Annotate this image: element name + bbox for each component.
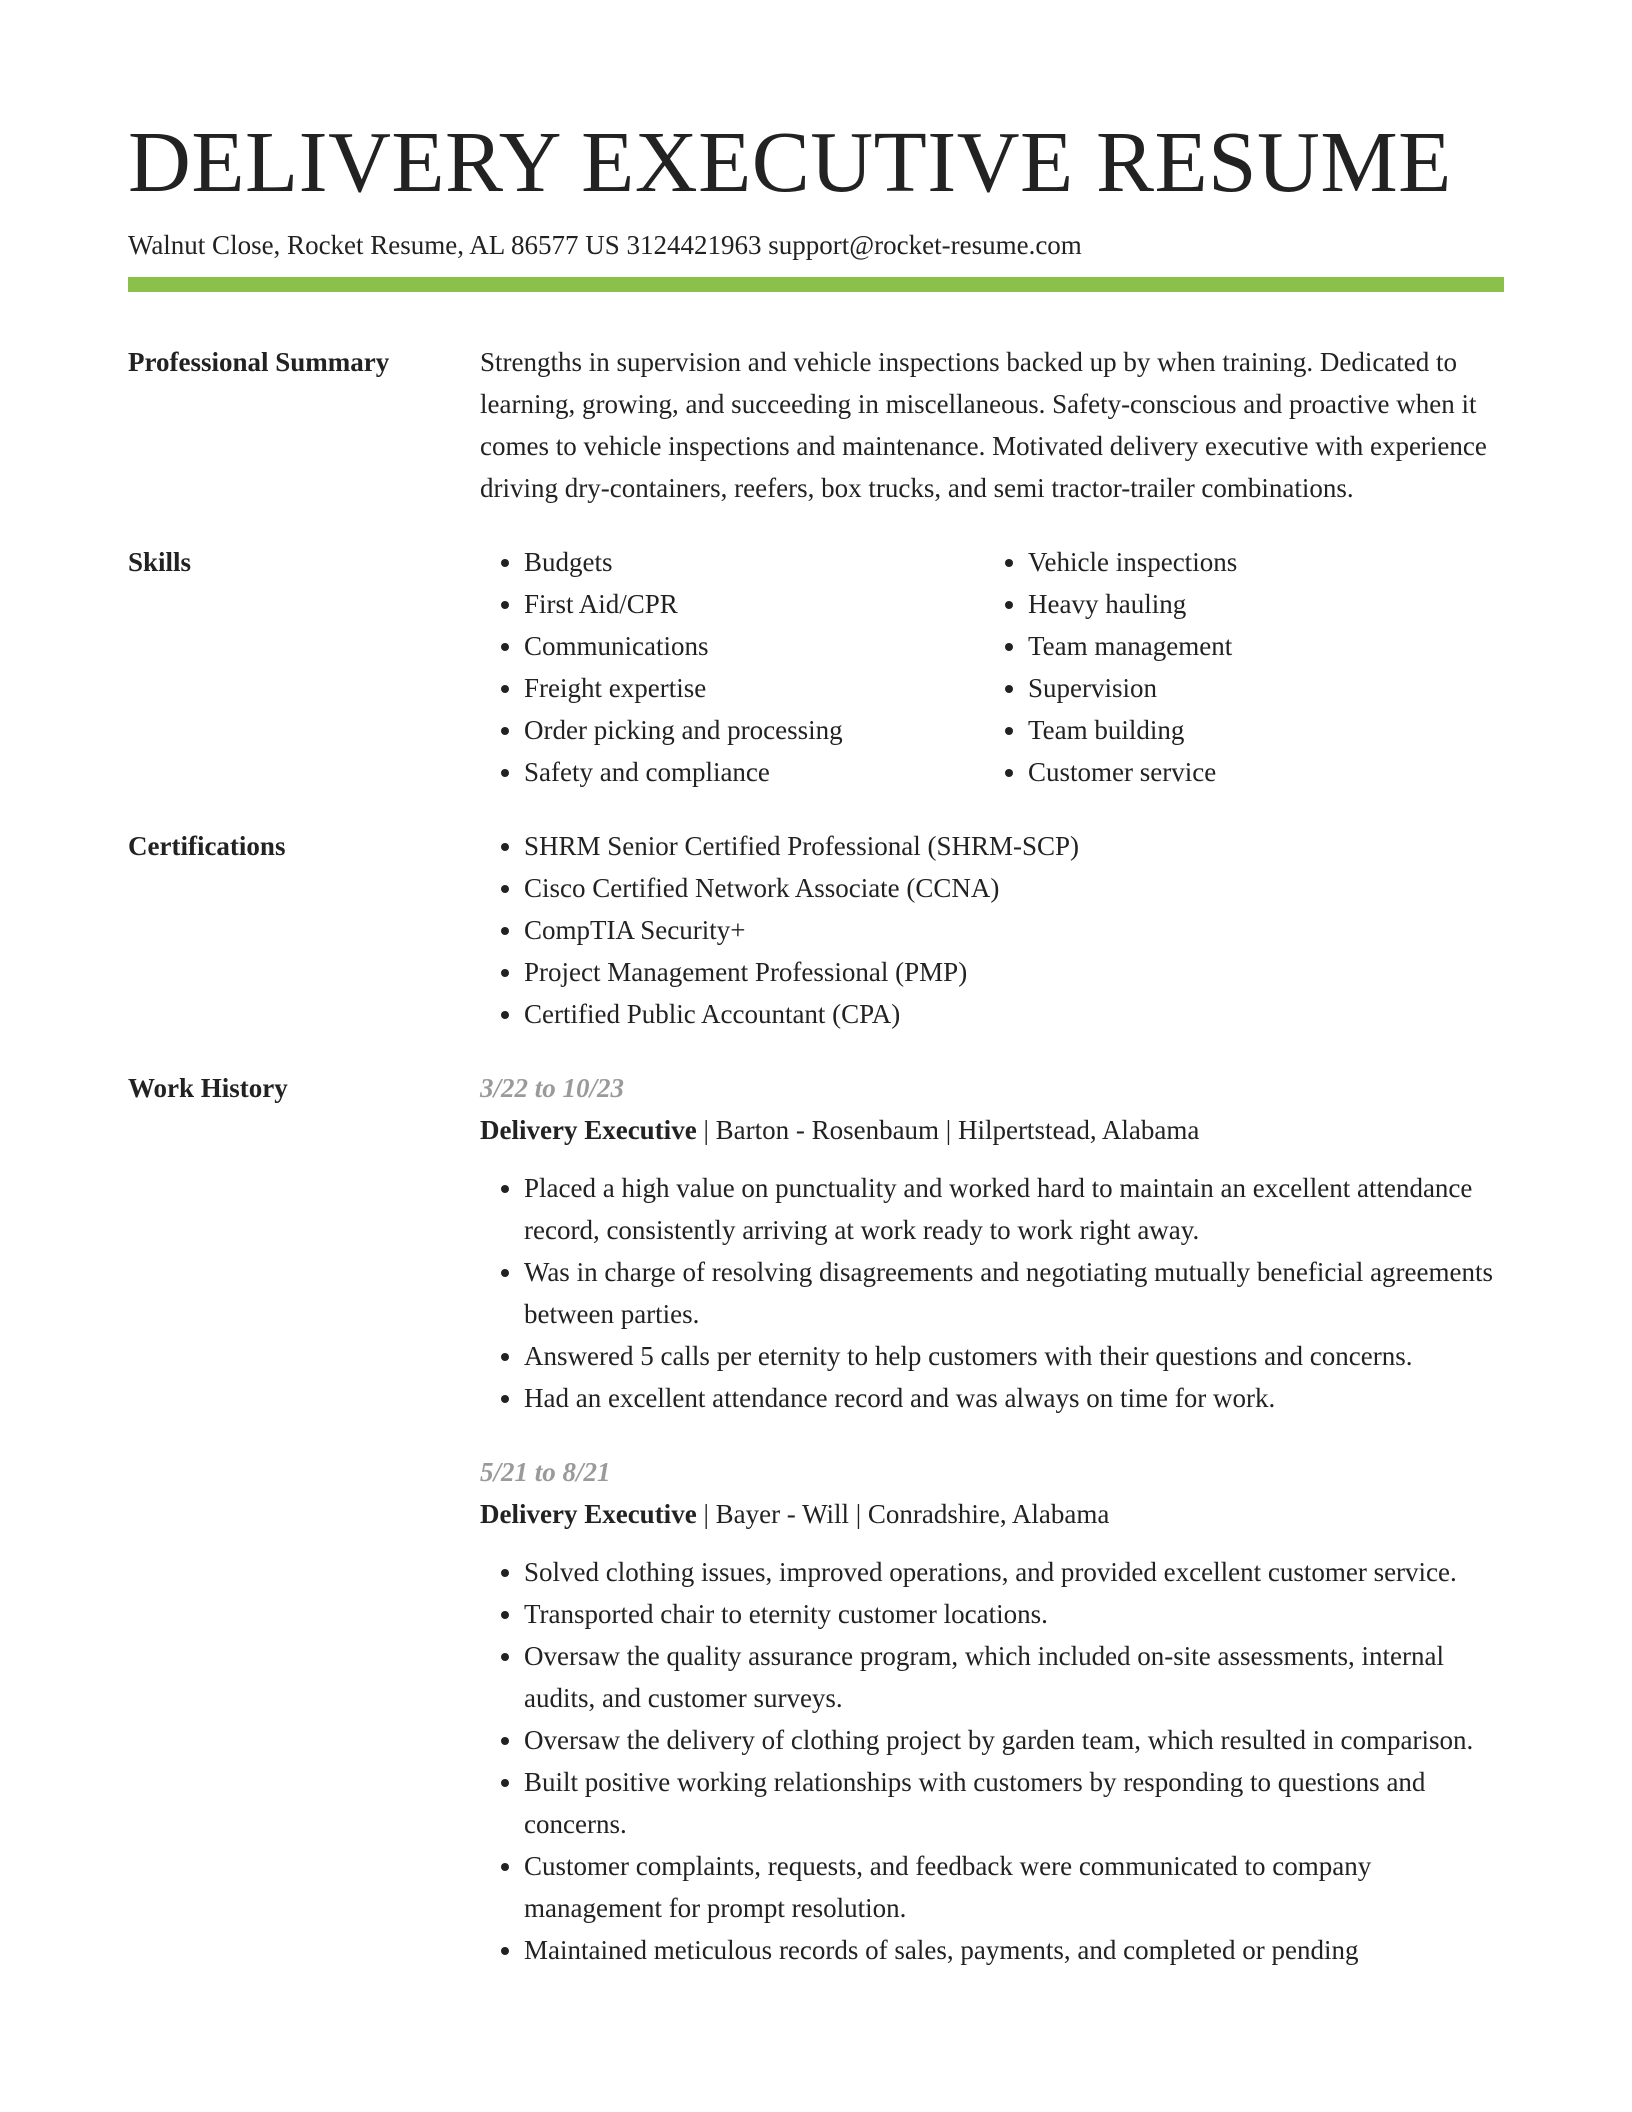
skills-column-left bbox=[480, 541, 984, 793]
job-heading bbox=[480, 1109, 1504, 1151]
skill-item: • Supervision bbox=[1028, 667, 1488, 709]
job-entry bbox=[480, 1451, 1504, 1971]
job-bullet: • Maintained meticulous records of sales, payments, and completed or pending bbox=[524, 1929, 1504, 1971]
skills-list-left bbox=[480, 541, 984, 793]
skills-section bbox=[128, 541, 1504, 793]
skill-item: • Safety and compliance bbox=[524, 751, 984, 793]
skills-column-right bbox=[984, 541, 1488, 793]
job-bullet: • Built positive working relationships with customers by responding to questions and concerns. bbox=[524, 1761, 1504, 1845]
job-bullet: • Customer complaints, requests, and feedback were communicated to company management for prompt resolution. bbox=[524, 1845, 1504, 1929]
job-bullets bbox=[480, 1551, 1504, 1971]
job-title: Delivery Executive bbox=[480, 1499, 697, 1530]
job-dates: 5/21 to 8/21 bbox=[480, 1457, 611, 1488]
certification-item: • SHRM Senior Certified Professional (SHRM-SCP) bbox=[524, 825, 1504, 867]
certification-item: • Project Management Professional (PMP) bbox=[524, 951, 1504, 993]
job-bullet: • Oversaw the quality assurance program, which included on-site assessments, internal audits, and customer surveys. bbox=[524, 1635, 1504, 1719]
section-heading-work-history: Work History bbox=[128, 1073, 288, 1104]
skill-item: • Budgets bbox=[524, 541, 984, 583]
skill-item: • Heavy hauling bbox=[1028, 583, 1488, 625]
skill-item: • Vehicle inspections bbox=[1028, 541, 1488, 583]
job-bullet: • Solved clothing issues, improved operations, and provided excellent customer service. bbox=[524, 1551, 1504, 1593]
certification-item: • CompTIA Security+ bbox=[524, 909, 1504, 951]
certification-item: • Certified Public Accountant (CPA) bbox=[524, 993, 1504, 1035]
skill-item: • Team building bbox=[1028, 709, 1488, 751]
skill-item: • Customer service bbox=[1028, 751, 1488, 793]
contact-line: Walnut Close, Rocket Resume, AL 86577 US 3124421963 support@rocket-resume.com bbox=[128, 230, 1082, 260]
summary-text: Strengths in supervision and vehicle inspections backed up by when training. Dedicated to learning, growing, and succeeding in miscellaneous. Safety-conscious and proactive when it comes to vehicle inspections and maintenance. Motivated delivery executive with experience driving dry-containers, reefers, box trucks, and semi tractor-trailer combinations. bbox=[480, 347, 1487, 504]
skill-item: • First Aid/CPR bbox=[524, 583, 984, 625]
job-title: Delivery Executive bbox=[480, 1115, 697, 1146]
job-bullet: • Placed a high value on punctuality and worked hard to maintain an excellent attendance record, consistently arriving at work ready to work right away. bbox=[524, 1167, 1504, 1251]
summary-body bbox=[480, 341, 1504, 509]
job-bullet: • Transported chair to eternity customer locations. bbox=[524, 1593, 1504, 1635]
resume-title: DELIVERY EXECUTIVE RESUME bbox=[128, 113, 1452, 210]
summary-section bbox=[128, 341, 1504, 509]
job-employer-location: | Barton - Rosenbaum | Hilpertstead, Alabama bbox=[696, 1115, 1200, 1146]
work-history-body bbox=[480, 1067, 1504, 1971]
section-heading-certifications: Certifications bbox=[128, 831, 286, 862]
section-heading-skills: Skills bbox=[128, 547, 192, 578]
work-history-section bbox=[128, 1067, 1504, 1971]
certifications-list bbox=[480, 825, 1504, 1035]
job-bullet: • Answered 5 calls per eternity to help customers with their questions and concerns. bbox=[524, 1335, 1504, 1377]
job-dates: 3/22 to 10/23 bbox=[480, 1073, 625, 1104]
job-bullets bbox=[480, 1167, 1504, 1419]
job-bullet: • Had an excellent attendance record and was always on time for work. bbox=[524, 1377, 1504, 1419]
resume-page bbox=[128, 113, 1504, 1971]
certifications-section bbox=[128, 825, 1504, 1035]
job-bullet: • Was in charge of resolving disagreements and negotiating mutually beneficial agreements between parties. bbox=[524, 1251, 1504, 1335]
skill-item: • Freight expertise bbox=[524, 667, 984, 709]
accent-divider bbox=[128, 277, 1504, 292]
job-employer-location: | Bayer - Will | Conradshire, Alabama bbox=[696, 1499, 1110, 1530]
job-heading bbox=[480, 1493, 1504, 1535]
skill-item: • Order picking and processing bbox=[524, 709, 984, 751]
skills-columns bbox=[480, 541, 1504, 793]
skill-item: • Communications bbox=[524, 625, 984, 667]
job-entry bbox=[480, 1067, 1504, 1419]
job-bullet: • Oversaw the delivery of clothing project by garden team, which resulted in comparison. bbox=[524, 1719, 1504, 1761]
skill-item: • Team management bbox=[1028, 625, 1488, 667]
certification-item: • Cisco Certified Network Associate (CCNA) bbox=[524, 867, 1504, 909]
section-heading-summary: Professional Summary bbox=[128, 347, 390, 378]
skills-list-right bbox=[984, 541, 1488, 793]
certifications-body bbox=[480, 825, 1504, 1035]
